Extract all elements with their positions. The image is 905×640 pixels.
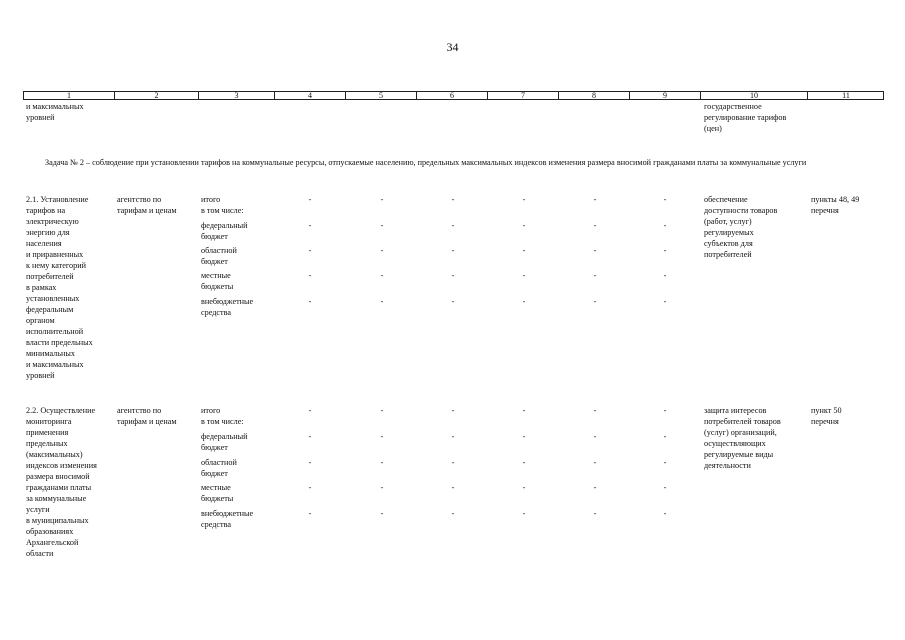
value-dash: - (380, 406, 384, 415)
header-col-2: 2 (115, 92, 199, 100)
header-col-7: 7 (488, 92, 559, 100)
row-measure-name: 2.2. Осуществление мониторинга применения предельных (максимальных) индексов изменения размера вносимой гражданами платы за коммунальные услуги в муниципальных образованиях Архангельской области (26, 406, 97, 558)
value-dash: - (308, 432, 312, 441)
value-dash: - (522, 406, 526, 415)
row-expected-result: обеспечение доступности товаров (работ, услуг) регулируемых субъектов для потребителей (704, 195, 778, 259)
source-local: местные бюджеты (201, 271, 234, 291)
source-regional: областной бюджет (201, 458, 237, 478)
value-dash: - (380, 432, 384, 441)
value-dash: - (522, 271, 526, 280)
value-dash: - (522, 297, 526, 306)
value-dash: - (522, 221, 526, 230)
value-dash: - (380, 246, 384, 255)
value-dash: - (522, 483, 526, 492)
value-dash: - (451, 406, 455, 415)
value-dash: - (308, 406, 312, 415)
value-dash: - (663, 432, 667, 441)
value-dash: - (593, 483, 597, 492)
row-executor: агентство по тарифам и ценам (117, 406, 177, 426)
value-dash: - (308, 271, 312, 280)
value-dash: - (593, 406, 597, 415)
header-col-8: 8 (559, 92, 630, 100)
value-dash: - (380, 483, 384, 492)
value-dash: - (593, 297, 597, 306)
value-dash: - (663, 221, 667, 230)
value-dash: - (522, 509, 526, 518)
row-reference: пункт 50 перечня (811, 406, 842, 426)
value-dash: - (663, 271, 667, 280)
page-number: 34 (446, 40, 459, 54)
row-measure-name: 2.1. Установление тарифов на электрическую энергию для населения и приравненных к нему категорий потребителей в рамках установленных федеральным органом исполнительной власти предельных минимальных и максимальных уровней (26, 195, 93, 380)
header-col-4: 4 (275, 92, 346, 100)
value-dash: - (380, 458, 384, 467)
row-executor: агентство по тарифам и ценам (117, 195, 177, 215)
value-dash: - (380, 221, 384, 230)
task-heading: Задача № 2 – соблюдение при установлении тарифов на коммунальные ресурсы, отпускаемые населению, предельных максимальных индексов изменения размера вносимой гражданами платы за коммунальные услуги (45, 158, 807, 167)
header-col-3: 3 (199, 92, 275, 100)
source-extrabudget: внебюджетные средства (201, 509, 254, 529)
value-dash: - (593, 458, 597, 467)
value-dash: - (451, 458, 455, 467)
row-reference: пункты 48, 49 перечня (811, 195, 860, 215)
value-dash: - (663, 246, 667, 255)
value-dash: - (522, 195, 526, 204)
source-federal: федеральный бюджет (201, 221, 248, 241)
source-regional: областной бюджет (201, 246, 237, 266)
value-dash: - (593, 271, 597, 280)
value-dash: - (451, 271, 455, 280)
value-dash: - (522, 458, 526, 467)
value-dash: - (663, 195, 667, 204)
value-dash: - (593, 432, 597, 441)
value-dash: - (451, 246, 455, 255)
value-dash: - (380, 509, 384, 518)
header-col-6: 6 (417, 92, 488, 100)
value-dash: - (308, 221, 312, 230)
value-dash: - (380, 195, 384, 204)
continuation-col10: государственное регулирование тарифов (цен) (704, 102, 787, 133)
table-header-row (23, 91, 884, 100)
value-dash: - (308, 246, 312, 255)
value-dash: - (308, 483, 312, 492)
value-dash: - (593, 221, 597, 230)
value-dash: - (451, 432, 455, 441)
header-col-1: 1 (24, 92, 115, 100)
value-dash: - (522, 246, 526, 255)
value-dash: - (308, 458, 312, 467)
continuation-col1: и максимальных уровней (26, 102, 84, 122)
value-dash: - (451, 221, 455, 230)
value-dash: - (308, 509, 312, 518)
header-col-10: 10 (701, 92, 808, 100)
value-dash: - (663, 483, 667, 492)
value-dash: - (308, 195, 312, 204)
source-total: итого в том числе: (201, 406, 244, 426)
value-dash: - (663, 406, 667, 415)
header-col-11: 11 (842, 91, 850, 100)
source-local: местные бюджеты (201, 483, 234, 503)
header-col-9: 9 (630, 92, 701, 100)
value-dash: - (380, 271, 384, 280)
value-dash: - (593, 246, 597, 255)
value-dash: - (308, 297, 312, 306)
value-dash: - (593, 509, 597, 518)
value-dash: - (451, 195, 455, 204)
value-dash: - (380, 297, 384, 306)
value-dash: - (593, 195, 597, 204)
header-col-5: 5 (346, 92, 417, 100)
value-dash: - (451, 297, 455, 306)
value-dash: - (663, 458, 667, 467)
value-dash: - (451, 509, 455, 518)
source-total: итого в том числе: (201, 195, 244, 215)
value-dash: - (663, 297, 667, 306)
value-dash: - (451, 483, 455, 492)
source-extrabudget: внебюджетные средства (201, 297, 254, 317)
value-dash: - (522, 432, 526, 441)
value-dash: - (663, 509, 667, 518)
source-federal: федеральный бюджет (201, 432, 248, 452)
row-expected-result: защита интересов потребителей товаров (услуг) организаций, осуществляющих регулируемые виды деятельности (704, 406, 781, 470)
